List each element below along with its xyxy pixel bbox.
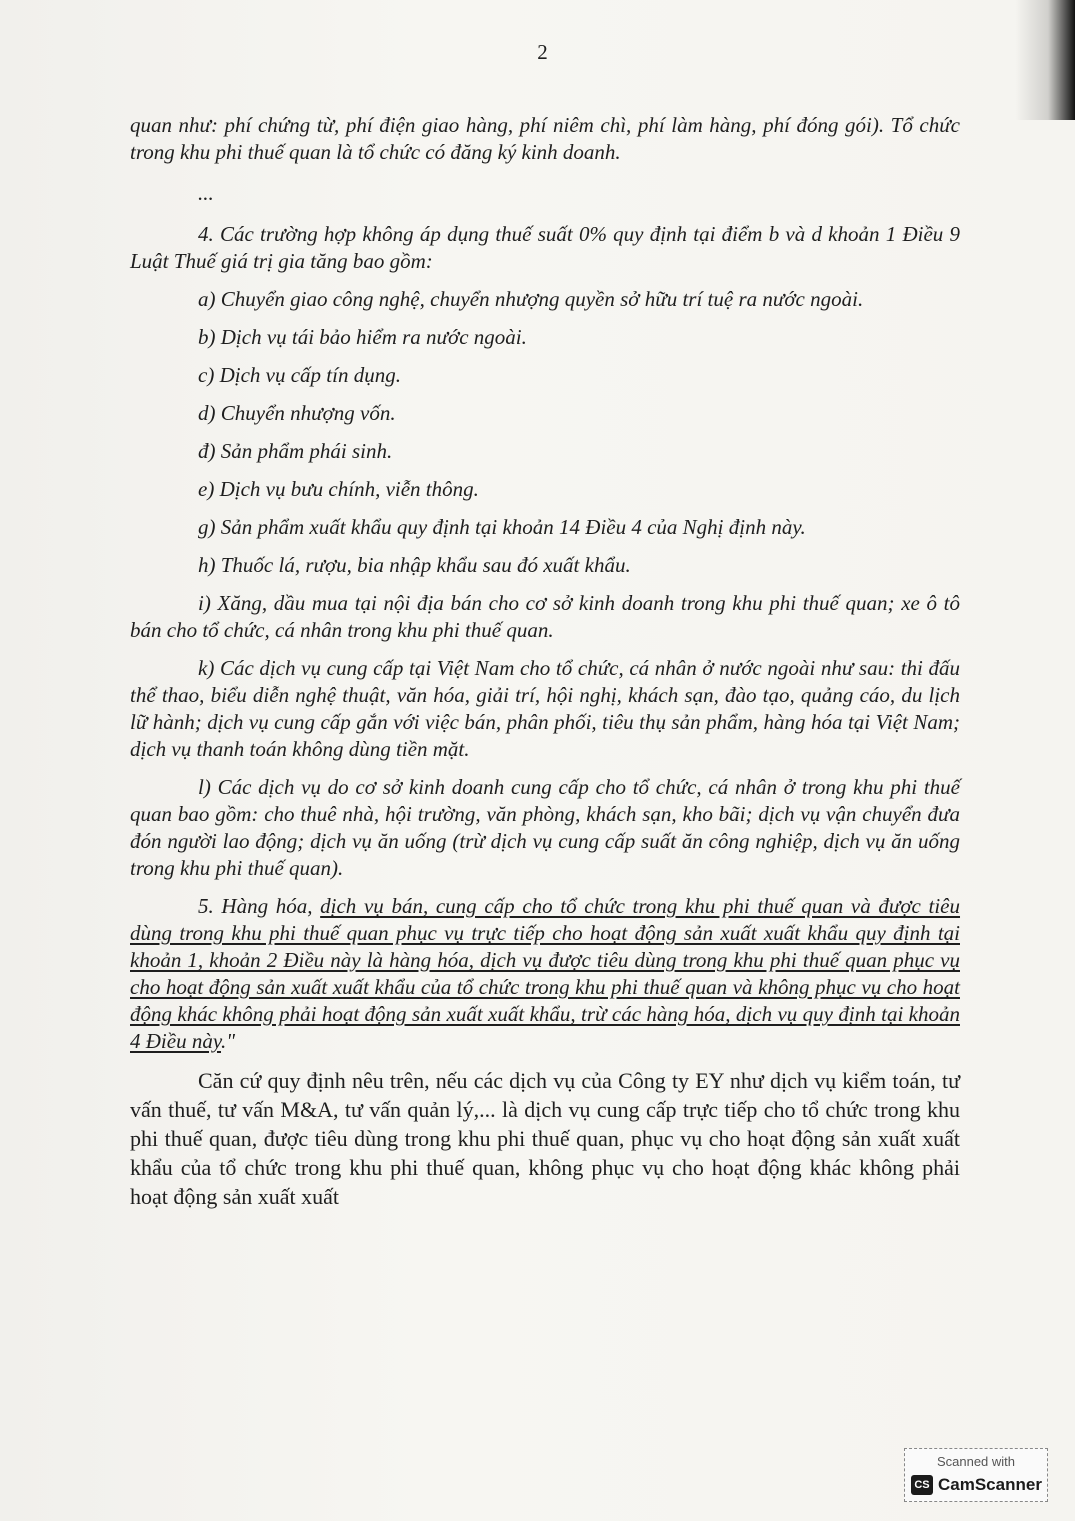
item-k: k) Các dịch vụ cung cấp tại Việt Nam cho tổ chức, cá nhân ở nước ngoài như sau: thi đấu thể thao, biểu diễn nghệ thuật, văn hóa, giải trí, hội nghị, khách sạn, đào tạo, quảng cáo, du lịch lữ hành; dịch vụ cung cấp gắn với việc bán, phân phối, tiêu thụ sản phẩm, hàng hóa tại Việt Nam; dịch vụ thanh toán không dùng tiền mặt. (130, 656, 960, 761)
clause-5 (130, 893, 960, 1055)
badge-brand-name: CamScanner (938, 1475, 1042, 1494)
item-c: c) Dịch vụ cấp tín dụng. (198, 363, 401, 387)
clause-4: 4. Các trường hợp không áp dụng thuế suất 0% quy định tại điểm b và d khoản 1 Điều 9 Luật Thuế giá trị gia tăng bao gồm: (130, 222, 960, 273)
item-h: h) Thuốc lá, rượu, bia nhập khẩu sau đó xuất khẩu. (198, 553, 631, 577)
item-l: l) Các dịch vụ do cơ sở kinh doanh cung cấp cho tổ chức, cá nhân ở trong khu phi thuế quan bao gồm: cho thuê nhà, hội trường, văn phòng, khách sạn, kho bãi; dịch vụ vận chuyển đưa đón người lao động; dịch vụ ăn uống (trừ dịch vụ cung cấp suất ăn công nghiệp, dịch vụ ăn uống trong khu phi thuế quan). (130, 775, 960, 880)
clause-5-underlined: dịch vụ bán, cung cấp cho tổ chức trong khu phi thuế quan và được tiêu dùng trong khu phi thuế quan phục vụ trực tiếp cho hoạt động sản xuất xuất khẩu quy định tại khoản 1, khoản 2 Điều này là hàng hóa, dịch vụ được tiêu dùng trong khu phi thuế quan phục vụ cho hoạt động sản xuất xuất khẩu của tổ chức trong khu phi thuế quan và không phục vụ cho hoạt động khác không phải hoạt động sản xuất xuất khẩu, trừ các hàng hóa, dịch vụ quy định tại khoản 4 Điều này (130, 894, 961, 1053)
camscanner-logo-icon: CS (911, 1475, 933, 1495)
item-b: b) Dịch vụ tái bảo hiểm ra nước ngoài. (198, 325, 527, 349)
clause-5-lead: 5. Hàng hóa, (198, 894, 321, 918)
paragraph-intro: quan như: phí chứng từ, phí điện giao hàng, phí niêm chì, phí làm hàng, phí đóng gói). Tổ chức trong khu phi thuế quan là tổ chức có đăng ký kinh doanh. (130, 113, 960, 164)
item-dd: đ) Sản phẩm phái sinh. (198, 439, 393, 463)
item-d: d) Chuyển nhượng vốn. (198, 401, 396, 425)
item-e: e) Dịch vụ bưu chính, viễn thông. (198, 477, 479, 501)
ellipsis: ... (198, 181, 214, 205)
item-a: a) Chuyển giao công nghệ, chuyển nhượng quyền sở hữu trí tuệ ra nước ngoài. (198, 287, 864, 311)
document-body (130, 112, 960, 1222)
clause-5-tail: ." (220, 1029, 236, 1053)
badge-scanned-with: Scanned with (936, 1454, 1016, 1469)
item-g: g) Sản phẩm xuất khẩu quy định tại khoản 14 Điều 4 của Nghị định này. (198, 515, 806, 539)
paragraph-conclusion: Căn cứ quy định nêu trên, nếu các dịch vụ của Công ty EY như dịch vụ kiểm toán, tư vấn thuế, tư vấn M&A, tư vấn quản lý,... là dịch vụ cung cấp trực tiếp cho tổ chức trong khu phi thuế quan, được tiêu dùng trong khu phi thuế quan, phục vụ cho hoạt động sản xuất xuất khẩu của tổ chức trong khu phi thuế quan, không phục vụ cho hoạt động khác không phải hoạt động sản xuất xuất (130, 1068, 960, 1209)
page-number: 2 (537, 40, 548, 64)
badge-brand-row (911, 1474, 1042, 1496)
camscanner-badge (904, 1448, 1048, 1502)
item-i: i) Xăng, dầu mua tại nội địa bán cho cơ sở kinh doanh trong khu phi thuế quan; xe ô tô bán cho tổ chức, cá nhân trong khu phi thuế quan. (130, 591, 960, 642)
